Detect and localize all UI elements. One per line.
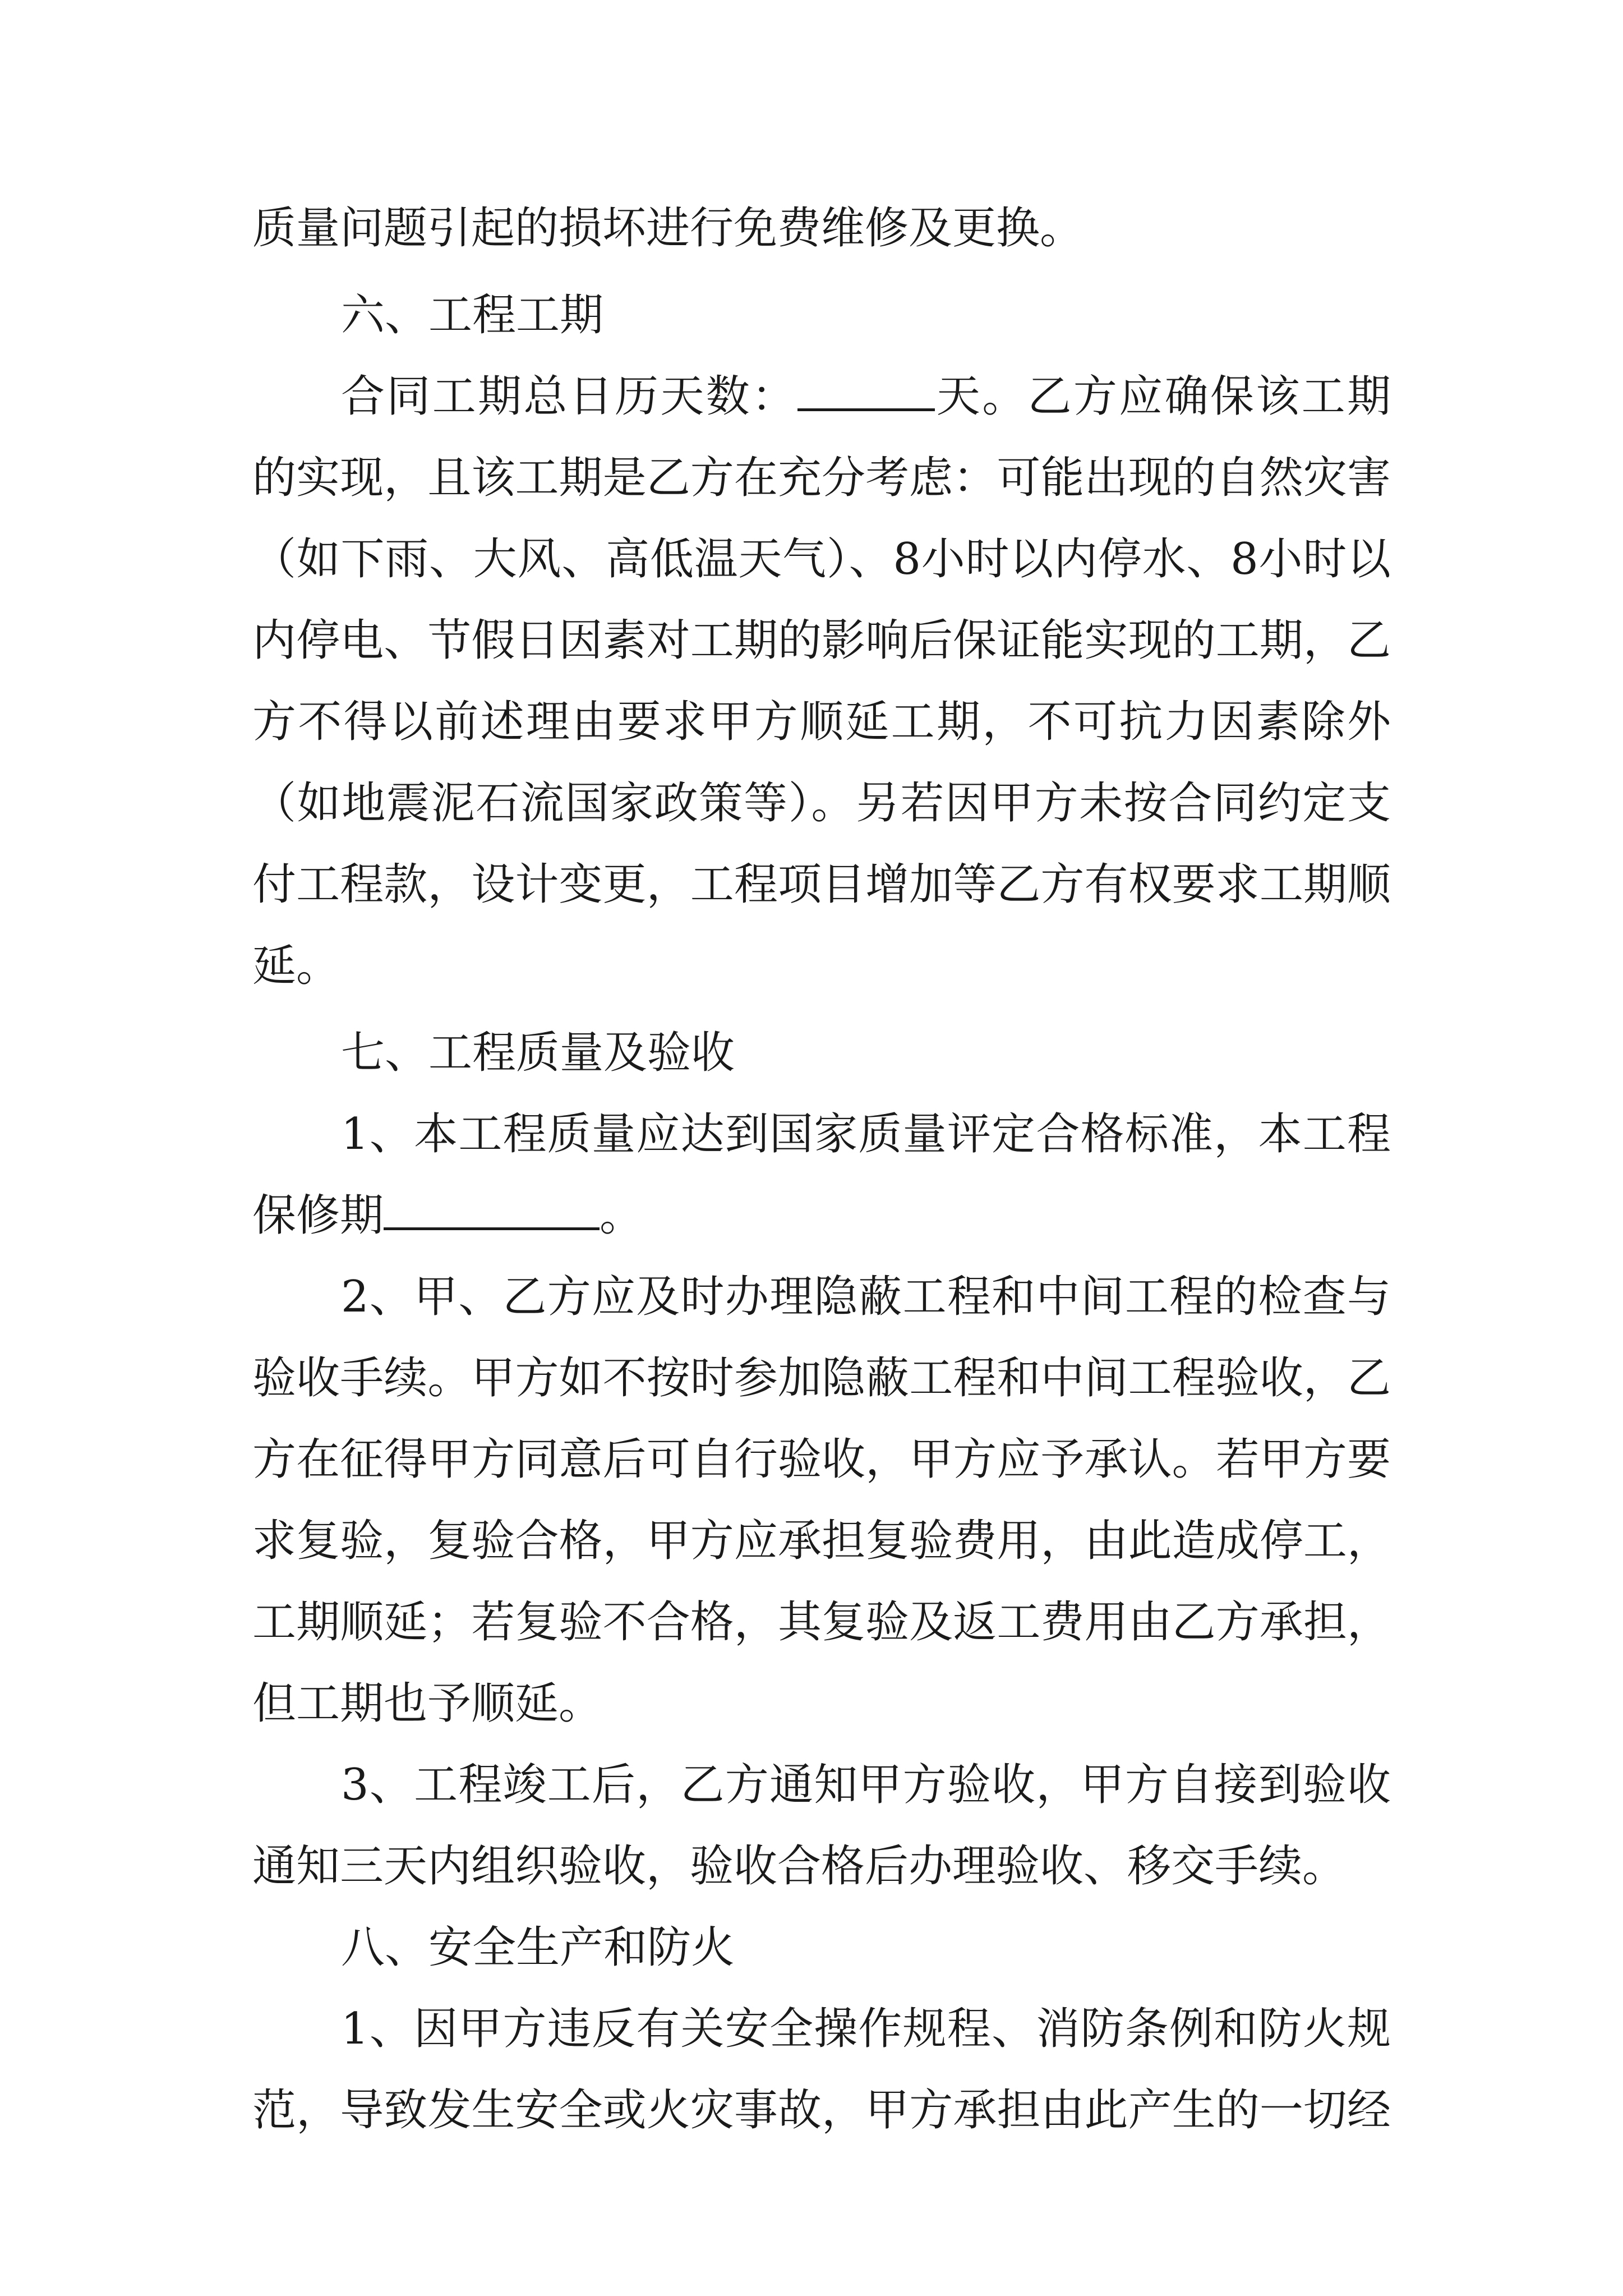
body-line: 工期顺延；若复验不合格，其复验及返工费用由乙方承担，	[252, 1597, 1391, 1648]
fill-in-blank-days[interactable]	[797, 374, 935, 411]
body-line: 求复验，复验合格，甲方应承担复验费用，由此造成停工，	[252, 1516, 1391, 1566]
body-line: 的实现，且该工期是乙方在充分考虑：可能出现的自然灾害	[252, 453, 1391, 503]
body-line: 2、甲、乙方应及时办理隐蔽工程和中间工程的检查与	[341, 1272, 1391, 1322]
body-line: 方在征得甲方同意后可自行验收，甲方应予承认。若甲方要	[252, 1434, 1391, 1485]
body-line: 方不得以前述理由要求甲方顺延工期，不可抗力因素除外	[252, 697, 1391, 747]
line-text: 合同工期总日历天数：	[341, 371, 797, 422]
line-text: 保修期	[252, 1190, 384, 1241]
body-line: 1、本工程质量应达到国家质量评定合格标准，本工程	[341, 1109, 1391, 1159]
body-line: 3、工程竣工后，乙方通知甲方验收，甲方自接到验收	[341, 1760, 1391, 1810]
line-text: 天。乙方应确保该工期	[934, 371, 1391, 422]
section-heading-schedule: 六、工程工期	[341, 290, 604, 341]
body-line: （如地震泥石流国家政策等）。另若因甲方未按合同约定支	[252, 778, 1391, 829]
body-line: 1、因甲方违反有关安全操作规程、消防条例和防火规	[341, 2004, 1391, 2054]
line-text: 。	[600, 1190, 644, 1241]
fill-in-blank-warranty[interactable]	[384, 1193, 600, 1230]
body-line: 质量问题引起的损坏进行免费维修及更换。	[252, 203, 1084, 254]
body-line: 内停电、节假日因素对工期的影响后保证能实现的工期，乙	[252, 615, 1391, 666]
body-line: 但工期也予顺延。	[252, 1678, 603, 1729]
section-heading-quality: 七、工程质量及验收	[341, 1028, 735, 1078]
body-line: 延。	[252, 941, 340, 991]
body-line: （如下雨、大风、高低温天气）、8小时以内停水、8小时以	[252, 534, 1391, 585]
body-line: 付工程款，设计变更，工程项目增加等乙方有权要求工期顺	[252, 859, 1391, 910]
body-line: 通知三天内组织验收，验收合格后办理验收、移交手续。	[252, 1841, 1347, 1892]
body-line	[252, 1185, 1391, 1246]
body-line: 范，导致发生安全或火灾事故，甲方承担由此产生的一切经	[252, 2085, 1391, 2136]
section-heading-safety: 八、安全生产和防火	[341, 1922, 735, 1973]
body-line: 验收手续。甲方如不按时参加隐蔽工程和中间工程验收，乙	[252, 1353, 1391, 1404]
body-line	[341, 366, 1391, 427]
